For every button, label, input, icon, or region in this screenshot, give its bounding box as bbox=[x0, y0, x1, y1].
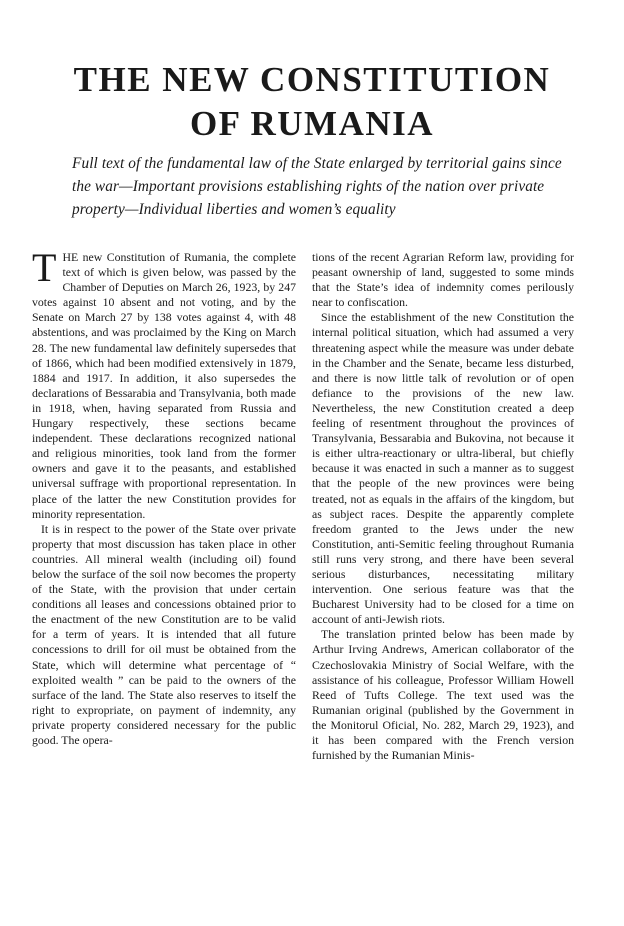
article-title-line-1: THE NEW CONSTITUTION bbox=[73, 60, 551, 99]
left-paragraph-1 bbox=[32, 245, 296, 522]
article-title-line-2: OF RUMANIA bbox=[189, 104, 435, 143]
right-column bbox=[312, 250, 574, 763]
left-paragraph-1-text: new Constitution of Rumania, the complete text of which is given below, was passed by the Chamber of Deputies on March 26, 1923, by 247 votes against 10 absent and not voting, and by the Senate on March 27 by 138 votes against 4, with 48 abstentions, and was proclaimed by the King on March 28. The new fundamental law definitely supersedes that of 1866, which had been modified extensively in 1879, 1884 and 1917. In addition, it also supersedes the declarations of Bessarabia and Transylvania, both made in 1918, when, having separated from Russia and Hungary respectively, these sections became independent. These declarations recognized national and religious minorities, took land from the former owners and gave it to the peasants, and established universal suffrage with proportional representation. In place of the latter the new Constitution provides for minority representation. bbox=[32, 250, 296, 521]
right-paragraph-3: The translation printed below has been made by Arthur Irving Andrews, American collaborator of the Czechoslovakia Ministry of Social Welfare, with the assistance of his colleague, Professor William Howell Reed of Tufts College. The text used was the Rumanian original (published by the Government in the Monitorul Oficial, No. 282, March 29, 1923), and it has been compared with the French version furnished by the Rumanian Minis- bbox=[312, 627, 574, 763]
article-subtitle: Full text of the fundamental law of the State enlarged by territorial gains since the war—Important provisions establishing rights of the nation over private property—Individual liberties and women’s equality bbox=[72, 155, 562, 218]
drop-cap: T bbox=[32, 245, 57, 290]
left-paragraph-2: It is in respect to the power of the State over private property that most discussion has taken place in other countries. All mineral wealth (including oil) found below the surface of the soil now becomes the property of the State, with the provision that under certain conditions all leases and concessions obtained prior to the enactment of the new Constitution are to be valid for a term of years. It is intended that all future concessions to drill for oil must be obtained from the State, which will determine what percentage of “ exploited wealth ” can be paid to the owners of the surface of the land. The State also reserves to itself the right to expropriate, on payment of indemnity, any private property considered necessary for the public good. The opera- bbox=[32, 521, 296, 747]
left-column bbox=[32, 245, 296, 748]
right-paragraph-2: Since the establishment of the new Constitution the internal political situation, which had assumed a very threatening aspect while the measure was under debate in the Chamber and the Senate, became less disturbed, and there is now little talk of revolution or of open defiance to the provisions of the new law. Nevertheless, the new Constitution created a deep feeling of resentment throughout the provinces of Transylvania, Bessarabia and Bukovina, not because it is either ultra-reactionary or ultra-liberal, but chiefly because it was enacted in such a manner as to suggest that the people of the new provinces were being treated, not as equals in the affairs of the kingdom, but as subject races. Despite the apparently complete freedom granted to the Jews under the new Constitution, anti-Semitic feeling throughout Rumania still runs very strong, and there have been several serious disturbances, necessitating military intervention. One serious feature was that the Bucharest University had to be closed for a time on account of anti-Jewish riots. bbox=[312, 310, 574, 627]
lead-in: HE bbox=[62, 250, 79, 264]
right-paragraph-1: tions of the recent Agrarian Reform law, providing for peasant ownership of land, suggested to some minds that the State’s idea of indemnity comes perilously near to confiscation. bbox=[312, 250, 574, 310]
